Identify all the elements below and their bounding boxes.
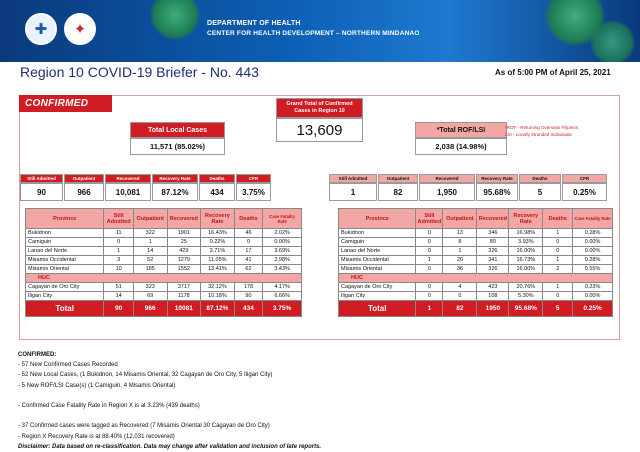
- table-cell: 0: [416, 238, 443, 247]
- table-cell: 1: [543, 256, 573, 265]
- table-cell: 0: [104, 238, 134, 247]
- total-cell: 10081: [167, 301, 201, 317]
- column-header: Case Fatality Rate: [573, 209, 613, 229]
- table-row: [26, 238, 302, 247]
- notes-lines: [18, 360, 321, 442]
- column-header: Province: [339, 209, 416, 229]
- local-total-label: Total Local Cases: [130, 122, 225, 138]
- table-row: [339, 265, 613, 274]
- local_stats-label: Recovery Rate: [152, 174, 198, 183]
- table-cell: 341: [477, 256, 509, 265]
- table-cell: 0.00%: [573, 292, 613, 301]
- local-total-value: 11,571 (85.02%): [130, 138, 225, 155]
- table-row: [339, 229, 613, 238]
- table-cell: 1901: [167, 229, 201, 238]
- table-cell: 4.17%: [263, 283, 302, 292]
- footnote-rof: *ROF - Returning Overseas Filipinos: [505, 125, 579, 130]
- table-cell: 1: [416, 256, 443, 265]
- table-cell: 11: [104, 229, 134, 238]
- table-cell: Camiguin: [26, 238, 104, 247]
- table-cell: Lanao del Norte: [26, 247, 104, 256]
- table-cell: 1: [543, 283, 573, 292]
- table-row: [26, 247, 302, 256]
- table-cell: 0.28%: [573, 256, 613, 265]
- total-cell: 1: [416, 301, 443, 317]
- table-row: [339, 247, 613, 256]
- rof-total-label: *Total ROF/LSI: [415, 122, 507, 138]
- table-cell: Camiguin: [339, 238, 416, 247]
- total-cell: 0.25%: [573, 301, 613, 317]
- table-cell: 13: [443, 229, 477, 238]
- table-cell: Bukidnon: [339, 229, 416, 238]
- total-cell: Total: [26, 301, 104, 317]
- total-row: [339, 301, 613, 317]
- virus-decoration: [590, 20, 635, 62]
- table-cell: 51: [104, 283, 134, 292]
- rof_stats-value: 5: [519, 183, 561, 201]
- table-cell: 14: [133, 247, 167, 256]
- table-row: [339, 283, 613, 292]
- total-cell: 5: [543, 301, 573, 317]
- table-cell: 80: [477, 238, 509, 247]
- table-cell: 16.73%: [509, 256, 543, 265]
- column-header: Deaths: [234, 209, 263, 229]
- table-row: [26, 265, 302, 274]
- column-header: Still Admitted: [104, 209, 134, 229]
- table-cell: 423: [477, 283, 509, 292]
- rof_stats-label: Recovery Rate: [476, 174, 518, 183]
- table-cell: 0: [416, 229, 443, 238]
- grand-total-label: Grand Total of Confirmed Cases in Region 10: [276, 98, 363, 118]
- table-cell: 52: [133, 256, 167, 265]
- table-cell: 178: [234, 283, 263, 292]
- table-cell: 11.05%: [201, 256, 235, 265]
- column-header: Recovered: [477, 209, 509, 229]
- table-cell: 0.55%: [573, 265, 613, 274]
- table-cell: 3.43%: [263, 265, 302, 274]
- column-header: Recovered: [167, 209, 201, 229]
- table-cell: 16.98%: [509, 229, 543, 238]
- table-cell: 46: [234, 229, 263, 238]
- rof_stats-value: 82: [378, 183, 418, 201]
- table-cell: 0.00%: [573, 238, 613, 247]
- table-cell: 69: [133, 292, 167, 301]
- table-row: [339, 256, 613, 265]
- table-cell: 1: [133, 238, 167, 247]
- table-cell: 1: [443, 247, 477, 256]
- rof_stats-value: 0.25%: [562, 183, 607, 201]
- column-header: Outpatient: [133, 209, 167, 229]
- table-cell: 1178: [167, 292, 201, 301]
- chd-seal-icon: ✦: [64, 13, 96, 45]
- table-cell: 0.28%: [573, 229, 613, 238]
- table-cell: 0.22%: [201, 238, 235, 247]
- table-cell: 16.43%: [201, 229, 235, 238]
- note-line: - Region X Recovery Rate is at 88.40% (12,031 recovered): [18, 433, 175, 440]
- rof_stats-label: CFR: [562, 174, 607, 183]
- table-cell: Iligan City: [339, 292, 416, 301]
- rof-total-value: 2,038 (14.98%): [415, 138, 507, 155]
- table-cell: 3.69%: [263, 247, 302, 256]
- note-line: - 37 Confirmed cases were tagged as Recovered (7 Misamis Oriental 30 Cagayan de Oro City): [18, 423, 270, 430]
- page-title: Region 10 COVID-19 Briefer - No. 443: [20, 64, 259, 80]
- table-cell: 326: [477, 265, 509, 274]
- local_stats-label: Deaths: [199, 174, 235, 183]
- column-header: Province: [26, 209, 104, 229]
- table-row: [339, 292, 613, 301]
- total-cell: 95.68%: [509, 301, 543, 317]
- table-cell: 13.41%: [201, 265, 235, 274]
- column-header: Deaths: [543, 209, 573, 229]
- table-cell: 32.12%: [201, 283, 235, 292]
- table-cell: 346: [477, 229, 509, 238]
- table-cell: 5.30%: [509, 292, 543, 301]
- table-cell: 20: [443, 256, 477, 265]
- footnote-lsi: LSI - Locally Stranded Individuals: [505, 132, 572, 137]
- table-row: [26, 292, 302, 301]
- local_stats-value: 3.75%: [236, 183, 271, 201]
- column-header: Still Admitted: [416, 209, 443, 229]
- as-of-date: As of 5:00 PM of April 25, 2021: [495, 68, 611, 77]
- local_stats-label: CFR: [236, 174, 271, 183]
- local_stats-value: 87.12%: [152, 183, 198, 201]
- local_stats-value: 90: [20, 183, 63, 201]
- total-cell: 82: [443, 301, 477, 317]
- rof-lsi-table: [338, 208, 613, 317]
- table-cell: 1: [543, 229, 573, 238]
- table-cell: 1: [104, 247, 134, 256]
- column-header: Recovery Rate: [201, 209, 235, 229]
- note-line: [18, 391, 321, 401]
- total-cell: 966: [133, 301, 167, 317]
- table-cell: Misamis Oriental: [339, 265, 416, 274]
- local_stats-label: Recovered: [105, 174, 151, 183]
- rof_stats-label: Still Admitted: [329, 174, 377, 183]
- local_stats-value: 10,081: [105, 183, 151, 201]
- note-line: - 5 New ROF/LSI Case(s) (1 Camiguin, 4 Misamis Oriental): [18, 382, 176, 389]
- header-banner: [0, 0, 640, 62]
- table-cell: Misamis Occidental: [339, 256, 416, 265]
- note-line: - 57 New Confirmed Cases Recorded: [18, 362, 118, 369]
- table-row: [26, 229, 302, 238]
- table-cell: 36: [443, 265, 477, 274]
- huc-row: [339, 274, 613, 283]
- table-cell: 326: [477, 247, 509, 256]
- table-header-row: [339, 209, 613, 229]
- table-cell: 4: [443, 283, 477, 292]
- table-cell: 16.00%: [509, 265, 543, 274]
- table-cell: Misamis Occidental: [26, 256, 104, 265]
- note-line: - Confirmed Case Fatality Rate in Region X is at 3.23% (439 deaths): [18, 403, 200, 410]
- table-cell: 17: [234, 247, 263, 256]
- local_stats-value: 966: [64, 183, 104, 201]
- table-cell: 1279: [167, 256, 201, 265]
- rof_stats-label: Outpatient: [378, 174, 418, 183]
- table-cell: 10: [104, 265, 134, 274]
- table-cell: 323: [133, 283, 167, 292]
- table-cell: 2: [543, 265, 573, 274]
- header-line2: CENTER FOR HEALTH DEVELOPMENT – NORTHERN MINDANAO: [207, 30, 420, 37]
- table-cell: Bukidnon: [26, 229, 104, 238]
- table-cell: 3717: [167, 283, 201, 292]
- table-cell: 185: [133, 265, 167, 274]
- doh-seal-icon: ✚: [25, 13, 57, 45]
- grand-total-value: 13,609: [276, 118, 363, 142]
- table-cell: 90: [234, 292, 263, 301]
- table-cell: 0: [416, 247, 443, 256]
- table-cell: 0.00%: [263, 238, 302, 247]
- local_stats-label: Still Admitted: [20, 174, 63, 183]
- table-cell: 3.71%: [201, 247, 235, 256]
- notes-section: [18, 350, 321, 452]
- confirmed-tag: CONFIRMED: [19, 95, 112, 112]
- total-cell: 1950: [477, 301, 509, 317]
- notes-heading: CONFIRMED:: [18, 352, 57, 358]
- local-cases-table: [25, 208, 302, 317]
- local_stats-value: 434: [199, 183, 235, 201]
- table-cell: Misamis Oriental: [26, 265, 104, 274]
- column-header: Case Fatality Rate: [263, 209, 302, 229]
- rof_stats-value: 1: [329, 183, 377, 201]
- total-cell: Total: [339, 301, 416, 317]
- total-row: [26, 301, 302, 317]
- table-cell: Cagayan de Oro City: [26, 283, 104, 292]
- table-cell: 41: [234, 256, 263, 265]
- table-cell: 8: [443, 238, 477, 247]
- table-cell: 62: [234, 265, 263, 274]
- huc-label: HUC: [339, 274, 613, 283]
- table-cell: 14: [104, 292, 134, 301]
- rof_stats-value: 1,950: [419, 183, 475, 201]
- table-cell: 0: [416, 283, 443, 292]
- table-cell: 3: [104, 256, 134, 265]
- table-cell: 10.18%: [201, 292, 235, 301]
- header-line1: DEPARTMENT OF HEALTH: [207, 20, 301, 27]
- table-cell: 2.98%: [263, 256, 302, 265]
- total-cell: 434: [234, 301, 263, 317]
- disclaimer: Disclaimer: Data based on re-classification. Data may change after validation and inclusion of late reports.: [18, 443, 322, 450]
- table-cell: 1552: [167, 265, 201, 274]
- table-cell: 0: [416, 292, 443, 301]
- table-cell: 0.00%: [573, 247, 613, 256]
- table-cell: 25: [167, 238, 201, 247]
- table-cell: 16.00%: [509, 247, 543, 256]
- table-cell: 0: [416, 265, 443, 274]
- table-cell: Lanao del Norte: [339, 247, 416, 256]
- virus-decoration: [150, 0, 200, 40]
- total-cell: 87.12%: [201, 301, 235, 317]
- table-header-row: [26, 209, 302, 229]
- table-cell: 0.23%: [573, 283, 613, 292]
- table-row: [26, 283, 302, 292]
- table-cell: 0: [443, 292, 477, 301]
- table-cell: 6.66%: [263, 292, 302, 301]
- table-cell: 429: [167, 247, 201, 256]
- note-line: - 52 New Local Cases, (1 Bukidnon, 14 Misamis Oriental, 32 Cagayan de Oro City, 5 Iligan City): [18, 372, 273, 379]
- huc-row: [26, 274, 302, 283]
- table-cell: 20.76%: [509, 283, 543, 292]
- table-cell: 0: [234, 238, 263, 247]
- total-cell: 3.75%: [263, 301, 302, 317]
- rof_stats-label: Recovered: [419, 174, 475, 183]
- table-cell: Cagayan de Oro City: [339, 283, 416, 292]
- local_stats-label: Outpatient: [64, 174, 104, 183]
- column-header: Outpatient: [443, 209, 477, 229]
- table-cell: 0: [543, 238, 573, 247]
- table-row: [339, 238, 613, 247]
- table-cell: Iligan City: [26, 292, 104, 301]
- column-header: Recovery Rate: [509, 209, 543, 229]
- table-cell: 108: [477, 292, 509, 301]
- huc-label: HUC: [26, 274, 302, 283]
- table-cell: 0: [543, 292, 573, 301]
- rof_stats-label: Deaths: [519, 174, 561, 183]
- total-cell: 90: [104, 301, 134, 317]
- table-cell: 3.93%: [509, 238, 543, 247]
- table-cell: 0: [543, 247, 573, 256]
- table-row: [26, 256, 302, 265]
- rof_stats-value: 95.68%: [476, 183, 518, 201]
- table-cell: 322: [133, 229, 167, 238]
- table-cell: 2.02%: [263, 229, 302, 238]
- note-line: [18, 411, 321, 421]
